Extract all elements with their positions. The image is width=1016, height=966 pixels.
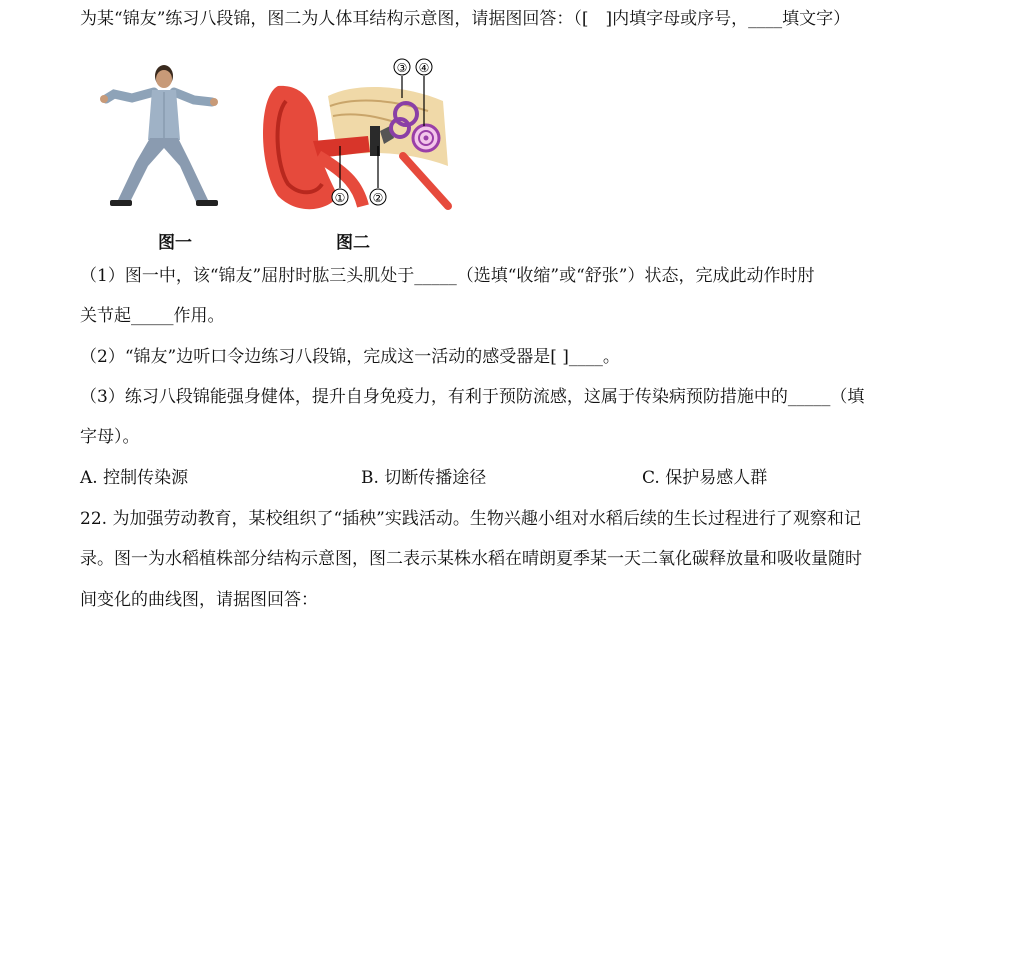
question-22-line-3: 间变化的曲线图，请据图回答：: [80, 590, 318, 610]
intro-text: 为某“锦友”练习八段锦，图二为人体耳结构示意图，请据图回答：（[ ]内填字母或序号，____填文字）: [80, 9, 851, 29]
question-1-line-1: （1）图一中，该“锦友”屈肘时肱三头肌处于_____（选填“收缩”或“舒张”）状态，完成此动作时肘: [80, 266, 815, 286]
question-2: （2）“锦友”边听口令边练习八段锦，完成这一活动的感受器是[ ]____。: [80, 347, 620, 367]
figure-1-caption: 图一: [158, 233, 192, 253]
ear-label-1: ①: [334, 191, 346, 205]
option-b: B. 切断传播途径: [361, 468, 487, 488]
question-22-line-2: 录。图一为水稻植株部分结构示意图，图二表示某株水稻在晴朗夏季某一天二氧化碳释放量和吸收量随时: [80, 549, 862, 569]
figure-2-ear-diagram: [258, 56, 458, 216]
figure-1-person-image: [84, 62, 234, 212]
question-3-line-2: 字母）。: [80, 427, 140, 447]
question-22-line-1: 22. 为加强劳动教育，某校组织了“插秧”实践活动。生物兴趣小组对水稻后续的生长过程进行了观察和记: [80, 509, 861, 529]
question-3-line-1: （3）练习八段锦能强身健体，提升自身免疫力，有利于预防流感，这属于传染病预防措施中的_____（填: [80, 387, 865, 407]
ear-label-4: ④: [418, 61, 430, 75]
question-1-line-2: 关节起_____作用。: [80, 306, 225, 326]
option-c: C. 保护易感人群: [642, 468, 768, 488]
ear-label-3: ③: [396, 61, 408, 75]
figure-2-caption: 图二: [336, 233, 370, 253]
ear-label-2: ②: [372, 191, 384, 205]
option-a: A. 控制传染源: [80, 468, 189, 488]
